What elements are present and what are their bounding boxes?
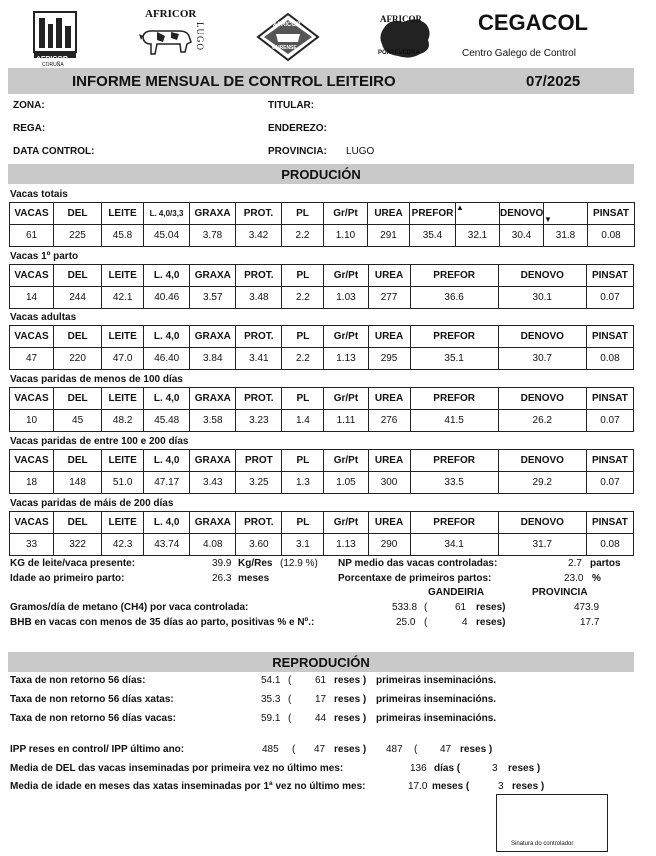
value-cell: 31.8 bbox=[544, 225, 588, 247]
metano-n: 61 bbox=[455, 602, 467, 613]
metano-reses: reses) bbox=[476, 602, 506, 613]
value-cell: 30.4 bbox=[500, 225, 544, 247]
rega-label: REGA: bbox=[13, 123, 46, 134]
value-cell: 14 bbox=[10, 287, 54, 309]
value-cell: 43.74 bbox=[144, 534, 190, 556]
ipp-n1: 47 bbox=[314, 744, 326, 755]
table-header-row bbox=[10, 388, 634, 410]
value-cell: 148 bbox=[54, 472, 102, 494]
header-cell: LEITE bbox=[102, 388, 144, 410]
header-cell: DENOVO bbox=[500, 203, 544, 225]
value-cell: 291 bbox=[368, 225, 410, 247]
header-cell: GRAXA bbox=[190, 203, 236, 225]
idade-xatas-label: Media de idade en meses das xatas inseminadas por 1ª vez no último mes: bbox=[10, 781, 366, 792]
idade-value: 26.3 bbox=[212, 573, 232, 584]
header-cell: DENOVO bbox=[498, 326, 586, 348]
header-cell: PL bbox=[282, 203, 324, 225]
lugo-logo-subtext: LUGO bbox=[195, 22, 205, 51]
header-cell: UREA bbox=[368, 450, 410, 472]
value-cell: 35.4 bbox=[410, 225, 456, 247]
bhb-open: ( bbox=[424, 617, 428, 628]
group-title: Vacas 1º parto bbox=[10, 251, 79, 262]
header-cell: PROT. bbox=[236, 326, 282, 348]
header-cell: VACAS bbox=[10, 450, 54, 472]
brand-subtitle: Centro Galego de Control bbox=[462, 48, 576, 59]
idade-unit: meses bbox=[238, 573, 270, 584]
header-cell: VACAS bbox=[10, 388, 54, 410]
value-cell: 45.04 bbox=[144, 225, 190, 247]
header-cell: GRAXA bbox=[190, 388, 236, 410]
header-cell: PL bbox=[282, 326, 324, 348]
group-title: Vacas paridas de máis de 200 días bbox=[10, 498, 174, 509]
table-header-row bbox=[10, 326, 634, 348]
repro-value: 35.3 bbox=[261, 694, 281, 705]
value-cell: 322 bbox=[54, 534, 102, 556]
value-cell: 45.8 bbox=[102, 225, 144, 247]
header-cell: VACAS bbox=[10, 203, 54, 225]
header-cell: DEL bbox=[54, 450, 102, 472]
header-cell: LEITE bbox=[102, 450, 144, 472]
header-cell: PINSAT bbox=[586, 450, 633, 472]
production-section-title: PRODUCIÓN bbox=[8, 164, 634, 184]
value-cell: 225 bbox=[54, 225, 102, 247]
value-cell: 33 bbox=[10, 534, 54, 556]
header-cell: LEITE bbox=[102, 265, 144, 287]
repro-n: 44 bbox=[315, 713, 327, 724]
table-header-row bbox=[10, 203, 635, 225]
value-cell: 295 bbox=[368, 348, 410, 370]
group-table bbox=[9, 449, 634, 494]
del-n: 3 bbox=[492, 763, 498, 774]
header-cell: UREA bbox=[368, 265, 410, 287]
value-cell: 3.48 bbox=[236, 287, 282, 309]
np-value: 2.7 bbox=[568, 558, 582, 569]
value-cell: 3.84 bbox=[190, 348, 236, 370]
value-cell: 47 bbox=[10, 348, 54, 370]
table-header-row bbox=[10, 265, 634, 287]
value-cell: 0.08 bbox=[588, 225, 635, 247]
value-cell: 30.1 bbox=[498, 287, 586, 309]
header-cell: PINSAT bbox=[586, 265, 633, 287]
value-cell: 2.2 bbox=[282, 225, 324, 247]
kg-value: 39.9 bbox=[212, 558, 232, 569]
idade-xatas-reses: reses ) bbox=[512, 781, 545, 792]
del-label: Media de DEL das vacas inseminadas por primeira vez no último mes: bbox=[10, 763, 344, 774]
logo-africor-ourense bbox=[256, 12, 320, 62]
repro-open: ( bbox=[288, 675, 292, 686]
repro-value: 54.1 bbox=[261, 675, 281, 686]
value-cell: 220 bbox=[54, 348, 102, 370]
value-cell: 18 bbox=[10, 472, 54, 494]
header-cell: PROT. bbox=[236, 203, 282, 225]
header-cell: UREA bbox=[368, 203, 410, 225]
kg-label: KG de leite/vaca presente: bbox=[10, 558, 136, 569]
group-title: Vacas paridas de entre 100 e 200 días bbox=[10, 436, 189, 447]
header-cell: PREFOR bbox=[410, 203, 456, 225]
header-cell: GRAXA bbox=[190, 265, 236, 287]
zona-label: ZONA: bbox=[13, 100, 45, 111]
header-cell: L. 4,0 bbox=[144, 512, 190, 534]
header-cell: LEITE bbox=[102, 326, 144, 348]
header-cell: DEL bbox=[54, 203, 102, 225]
diamond-emblem-icon bbox=[256, 12, 320, 62]
table-row bbox=[10, 410, 634, 432]
table-row bbox=[10, 287, 634, 309]
col-provincia: PROVINCIA bbox=[532, 587, 588, 598]
value-cell: 47.0 bbox=[102, 348, 144, 370]
report-title: INFORME MENSUAL DE CONTROL LEITEIRO bbox=[72, 72, 396, 90]
value-cell: 1.05 bbox=[324, 472, 368, 494]
bhb-n: 4 bbox=[462, 617, 468, 628]
repro-label: Taxa de non retorno 56 días: bbox=[10, 675, 146, 686]
repro-value: 59.1 bbox=[261, 713, 281, 724]
repro-open: ( bbox=[288, 694, 292, 705]
header-cell: VACAS bbox=[10, 265, 54, 287]
reproduction-section-title: REPRODUCIÓN bbox=[8, 652, 634, 672]
header-cell: PL bbox=[282, 512, 324, 534]
table-header-row bbox=[10, 450, 634, 472]
ipp-reses2: reses ) bbox=[460, 744, 493, 755]
idade-xatas-n: 3 bbox=[498, 781, 504, 792]
value-cell: 35.1 bbox=[410, 348, 498, 370]
header-cell: PREFOR bbox=[410, 326, 498, 348]
metano-prov: 473.9 bbox=[574, 602, 600, 613]
table-totais bbox=[9, 202, 635, 247]
group-title: Vacas paridas de menos de 100 días bbox=[10, 374, 183, 385]
header-cell: GRAXA bbox=[190, 512, 236, 534]
header-cell: PREFOR bbox=[410, 512, 498, 534]
group-table bbox=[9, 387, 634, 432]
value-cell: 10 bbox=[10, 410, 54, 432]
value-cell: 46.40 bbox=[144, 348, 190, 370]
value-cell: 3.42 bbox=[236, 225, 282, 247]
np-unit: partos bbox=[590, 558, 621, 569]
del-reses: reses ) bbox=[508, 763, 541, 774]
coruna-logo-text: AFRICOR bbox=[36, 56, 68, 63]
provincia-value: LUGO bbox=[346, 146, 375, 157]
value-cell: 3.41 bbox=[236, 348, 282, 370]
header-cell: DENOVO bbox=[498, 265, 586, 287]
porc-label: Porcentaxe de primeiros partos: bbox=[338, 573, 492, 584]
value-cell: 26.2 bbox=[498, 410, 586, 432]
group-table bbox=[9, 264, 634, 309]
header-cell: PREFOR bbox=[410, 265, 498, 287]
header-cell: PINSAT bbox=[586, 326, 633, 348]
header-cell: LEITE bbox=[102, 203, 144, 225]
value-cell: 47.17 bbox=[144, 472, 190, 494]
header-cell: Gr/Pt bbox=[324, 450, 368, 472]
value-cell: 45.48 bbox=[144, 410, 190, 432]
header-cell: PROT bbox=[236, 450, 282, 472]
table-row bbox=[10, 534, 634, 556]
table-row bbox=[10, 348, 634, 370]
value-cell: 0.08 bbox=[586, 348, 633, 370]
header-cell: DENOVO bbox=[498, 388, 586, 410]
pontevedra-logo-text: AFRICOR bbox=[380, 14, 422, 24]
repro-label: Taxa de non retorno 56 días xatas: bbox=[10, 694, 174, 705]
value-cell: 244 bbox=[54, 287, 102, 309]
header-cell: PROT. bbox=[236, 512, 282, 534]
enderezo-label: ENDEREZO: bbox=[268, 123, 327, 134]
value-cell: 1.03 bbox=[324, 287, 368, 309]
header-cell: Gr/Pt bbox=[324, 326, 368, 348]
ipp-open1: ( bbox=[292, 744, 296, 755]
value-cell: 3.23 bbox=[236, 410, 282, 432]
header-cell: GRAXA bbox=[190, 450, 236, 472]
value-cell: 300 bbox=[368, 472, 410, 494]
value-cell: 1.13 bbox=[324, 348, 368, 370]
repro-n: 17 bbox=[315, 694, 327, 705]
header-cell: PROT. bbox=[236, 265, 282, 287]
signature-box bbox=[496, 794, 608, 852]
porc-value: 23.0 bbox=[564, 573, 584, 584]
value-cell: 3.25 bbox=[236, 472, 282, 494]
value-cell: 40.46 bbox=[144, 287, 190, 309]
up-triangle-icon: ▲ bbox=[456, 203, 500, 225]
value-cell: 51.0 bbox=[102, 472, 144, 494]
kg-pct: (12.9 %) bbox=[280, 558, 318, 569]
logo-africor-lugo bbox=[135, 8, 210, 68]
header-cell: DEL bbox=[54, 388, 102, 410]
header-cell: PREFOR bbox=[410, 388, 498, 410]
value-cell: 3.57 bbox=[190, 287, 236, 309]
header-cell: DENOVO bbox=[498, 450, 586, 472]
bhb-reses: reses) bbox=[476, 617, 506, 628]
value-cell: 3.1 bbox=[282, 534, 324, 556]
repro-reses: reses ) bbox=[334, 694, 367, 705]
header-cell: Gr/Pt bbox=[324, 388, 368, 410]
header-cell: Gr/Pt bbox=[324, 265, 368, 287]
header-cell: PINSAT bbox=[588, 203, 635, 225]
bhb-label: BHB en vacas con menos de 35 días ao parto, positivas % e Nº.: bbox=[10, 617, 315, 628]
table-row bbox=[10, 472, 634, 494]
ourense-logo-subtext: OURENSE bbox=[272, 45, 297, 51]
header-cell: PROT. bbox=[236, 388, 282, 410]
value-cell: 0.07 bbox=[586, 472, 633, 494]
logo-africor-pontevedra bbox=[370, 10, 440, 66]
brand-title: CEGACOL bbox=[478, 10, 588, 35]
porc-unit: % bbox=[592, 573, 601, 584]
value-cell: 277 bbox=[368, 287, 410, 309]
value-cell: 276 bbox=[368, 410, 410, 432]
header-cell: GRAXA bbox=[190, 326, 236, 348]
header-cell: UREA bbox=[368, 326, 410, 348]
header-cell: DENOVO bbox=[498, 512, 586, 534]
value-cell: 30.7 bbox=[498, 348, 586, 370]
value-cell: 42.3 bbox=[102, 534, 144, 556]
value-cell: 290 bbox=[368, 534, 410, 556]
metano-value: 533.8 bbox=[392, 602, 418, 613]
value-cell: 0.07 bbox=[586, 287, 633, 309]
group-table bbox=[9, 511, 634, 556]
repro-text: primeiras inseminacións. bbox=[376, 694, 497, 705]
value-cell: 42.1 bbox=[102, 287, 144, 309]
header-cell: L. 4,0 bbox=[144, 450, 190, 472]
repro-label: Taxa de non retorno 56 días vacas: bbox=[10, 713, 176, 724]
del-value: 136 bbox=[410, 763, 427, 774]
value-cell: 41.5 bbox=[410, 410, 498, 432]
idade-label: Idade ao primeiro parto: bbox=[10, 573, 125, 584]
value-cell: 1.13 bbox=[324, 534, 368, 556]
value-cell: 0.07 bbox=[586, 410, 633, 432]
value-cell: 1.11 bbox=[324, 410, 368, 432]
idade-xatas-value: 17.0 bbox=[408, 781, 428, 792]
value-cell: 48.2 bbox=[102, 410, 144, 432]
ipp-reses1: reses ) bbox=[334, 744, 367, 755]
header-cell: PINSAT bbox=[586, 512, 633, 534]
group-title: Vacas adultas bbox=[10, 312, 77, 323]
group-table bbox=[9, 325, 634, 370]
value-cell: 4.08 bbox=[190, 534, 236, 556]
header-cell: PL bbox=[282, 450, 324, 472]
np-label: NP medio das vacas controladas: bbox=[338, 558, 498, 569]
value-cell: 3.78 bbox=[190, 225, 236, 247]
value-cell: 32.1 bbox=[456, 225, 500, 247]
value-cell: 61 bbox=[10, 225, 54, 247]
value-cell: 3.60 bbox=[236, 534, 282, 556]
value-cell: 0.08 bbox=[586, 534, 633, 556]
header-cell: DEL bbox=[54, 265, 102, 287]
ourense-logo-text: AFRICOR bbox=[273, 22, 301, 28]
repro-text: primeiras inseminacións. bbox=[376, 713, 497, 724]
ipp-label: IPP reses en control/ IPP último ano: bbox=[10, 744, 185, 755]
value-cell: 36.6 bbox=[410, 287, 498, 309]
table-row bbox=[10, 225, 635, 247]
header-cell: PL bbox=[282, 265, 324, 287]
repro-reses: reses ) bbox=[334, 713, 367, 724]
ipp-v1: 485 bbox=[262, 744, 279, 755]
value-cell: 31.7 bbox=[498, 534, 586, 556]
pontevedra-logo-subtext: PONTEVEDRA bbox=[378, 50, 420, 56]
header-cell: PINSAT bbox=[586, 388, 633, 410]
value-cell: 34.1 bbox=[410, 534, 498, 556]
del-unit: días ( bbox=[434, 763, 461, 774]
value-cell: 33.5 bbox=[410, 472, 498, 494]
table-header-row bbox=[10, 512, 634, 534]
header-cell: L. 4,0 bbox=[144, 265, 190, 287]
ipp-n2: 47 bbox=[440, 744, 452, 755]
header-cell: L. 4,0/3,3 bbox=[144, 203, 190, 225]
metano-open: ( bbox=[424, 602, 428, 613]
repro-text: primeiras inseminacións. bbox=[376, 675, 497, 686]
idade-xatas-unit: meses ( bbox=[432, 781, 470, 792]
coruna-logo-subtext: CORUÑA bbox=[42, 62, 64, 68]
repro-n: 61 bbox=[315, 675, 327, 686]
value-cell: 45 bbox=[54, 410, 102, 432]
value-cell: 1.4 bbox=[282, 410, 324, 432]
repro-reses: reses ) bbox=[334, 675, 367, 686]
signature-label: Sinatura do controlador bbox=[511, 841, 574, 847]
header-cell: VACAS bbox=[10, 512, 54, 534]
header-cell: LEITE bbox=[102, 512, 144, 534]
header-cell: DEL bbox=[54, 326, 102, 348]
repro-open: ( bbox=[288, 713, 292, 724]
value-cell: 2.2 bbox=[282, 287, 324, 309]
cow-icon bbox=[135, 22, 195, 62]
header-cell: UREA bbox=[368, 388, 410, 410]
col-gandeiria: GANDEIRIA bbox=[428, 587, 485, 598]
header-cell: Gr/Pt bbox=[324, 512, 368, 534]
value-cell: 2.2 bbox=[282, 348, 324, 370]
kg-unit: Kg/Res bbox=[238, 558, 273, 569]
down-triangle-icon: ▼ bbox=[544, 203, 588, 225]
ipp-v2: 487 bbox=[386, 744, 403, 755]
lugo-logo-text: AFRICOR bbox=[145, 8, 197, 20]
header-cell: PREFOR bbox=[410, 450, 498, 472]
header-cell: Gr/Pt bbox=[324, 203, 368, 225]
titular-label: TITULAR: bbox=[268, 100, 315, 111]
bhb-prov: 17.7 bbox=[580, 617, 600, 628]
value-cell: 3.58 bbox=[190, 410, 236, 432]
value-cell: 3.43 bbox=[190, 472, 236, 494]
logo-africor-coruna bbox=[30, 8, 80, 68]
value-cell: 29.2 bbox=[498, 472, 586, 494]
bhb-value: 25.0 bbox=[396, 617, 416, 628]
report-period: 07/2025 bbox=[526, 72, 581, 90]
value-cell: 1.10 bbox=[324, 225, 368, 247]
data-control-label: DATA CONTROL: bbox=[13, 146, 95, 157]
header-cell: L. 4,0 bbox=[144, 326, 190, 348]
header-cell: PL bbox=[282, 388, 324, 410]
header-cell: UREA bbox=[368, 512, 410, 534]
report-title-band bbox=[8, 68, 634, 94]
header-cell: L. 4,0 bbox=[144, 388, 190, 410]
header-cell: VACAS bbox=[10, 326, 54, 348]
metano-label: Gramos/día de metano (CH4) por vaca controlada: bbox=[10, 602, 249, 613]
ipp-open2: ( bbox=[414, 744, 418, 755]
value-cell: 1.3 bbox=[282, 472, 324, 494]
group-title-totais: Vacas totais bbox=[10, 189, 68, 200]
provincia-label: PROVINCIA: bbox=[268, 146, 327, 157]
header-cell: DEL bbox=[54, 512, 102, 534]
